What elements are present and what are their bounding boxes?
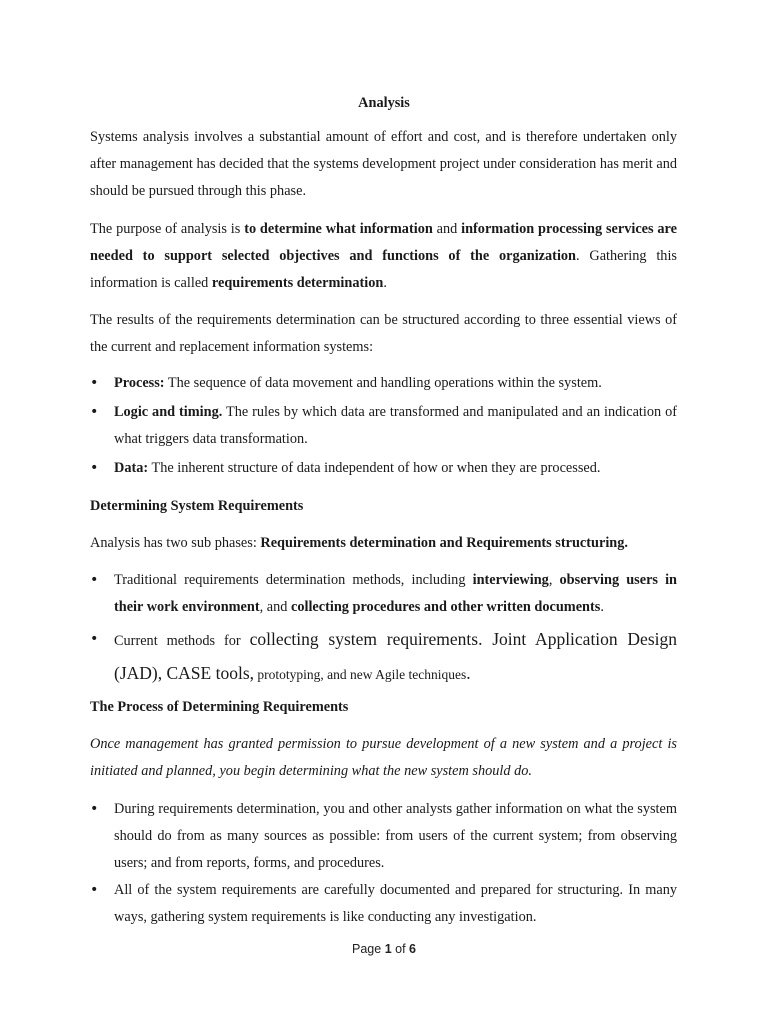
subphases-text: Analysis has two sub phases:: [90, 535, 261, 551]
intro-paragraph: Systems analysis involves a substantial amount of effort and cost, and is therefore undertaken only after management has decided that the systems development project under consideration has merit and should be pursued through this phase.: [90, 129, 677, 199]
purpose-bold-f: requirements determination: [211, 275, 384, 291]
purpose-paragraph: [90, 216, 677, 297]
total-page-count: 6: [409, 942, 416, 956]
list-item: • All of the system requirements are carefully documented and prepared for structuring. In many ways, gathering system requirements is like conducting any investigation.: [90, 877, 677, 931]
method-large-text: collecting system requirements. Joint Application Design (JAD), CASE tools,: [114, 629, 677, 683]
view-term: Logic and timing.: [114, 404, 223, 420]
method-text: .: [466, 663, 471, 683]
purpose-text-g: .: [383, 275, 387, 291]
process-intro-paragraph: [90, 731, 677, 785]
method-text: .: [600, 599, 604, 615]
list-item: • During requirements determination, you and other analysts gather information on what the system should do from as many sources as possible: from users of the current system; from observing users; and from reports, forms, and procedures.: [90, 796, 677, 877]
view-text: The inherent structure of data independent of how or when they are processed.: [148, 460, 601, 476]
method-bold: interviewing: [472, 572, 549, 588]
page-word: Page: [352, 942, 382, 956]
purpose-bold-d: information processing services are needed to support selected objectives and functions of the organization: [90, 221, 677, 264]
method-text: Traditional requirements determination methods, including: [114, 572, 473, 588]
list-item: [90, 623, 677, 691]
list-item: [90, 455, 677, 482]
method-text: , and: [259, 599, 291, 615]
view-term: Process:: [114, 375, 165, 391]
purpose-text-c: and: [432, 221, 462, 237]
subphases-bold: Requirements determination and Requirements structuring.: [260, 535, 628, 551]
list-item: [90, 399, 677, 453]
of-word: of: [395, 942, 406, 956]
subphases-paragraph: [90, 530, 677, 557]
method-text: ,: [548, 572, 560, 588]
methods-list: [90, 567, 677, 691]
method-text: prototyping, and new Agile techniques: [254, 667, 467, 682]
list-item: [90, 567, 677, 621]
view-term: Data:: [114, 460, 149, 476]
view-text: The rules by which data are transformed and manipulated and an indication of what triggers data transformation.: [114, 404, 677, 447]
method-bold: observing users in their work environment: [114, 572, 678, 615]
list-item: [90, 370, 677, 397]
purpose-bold-b: to determine what information: [244, 221, 433, 237]
views-intro-paragraph: The results of the requirements determination can be structured according to three essential views of the current and replacement information systems:: [90, 312, 677, 355]
method-bold: collecting procedures and other written documents: [290, 599, 601, 615]
section-heading-process: The Process of Determining Requirements: [90, 699, 349, 715]
page-title: Analysis: [358, 95, 410, 111]
page-footer: [0, 942, 768, 956]
current-page-number: 1: [384, 942, 392, 956]
process-intro-text: Once management has granted permission to pursue development of a new system and a project is initiated and planned, you begin determining what the new system should do.: [90, 736, 677, 779]
purpose-text-a: The purpose of analysis is: [90, 221, 245, 237]
method-text: Current methods for: [114, 633, 250, 649]
views-list: [90, 370, 677, 482]
purpose-text-e: . Gathering this information is called: [90, 248, 677, 291]
process-list: [90, 796, 677, 931]
view-text: The sequence of data movement and handling operations within the system.: [164, 375, 602, 391]
section-heading-requirements: Determining System Requirements: [90, 498, 304, 514]
